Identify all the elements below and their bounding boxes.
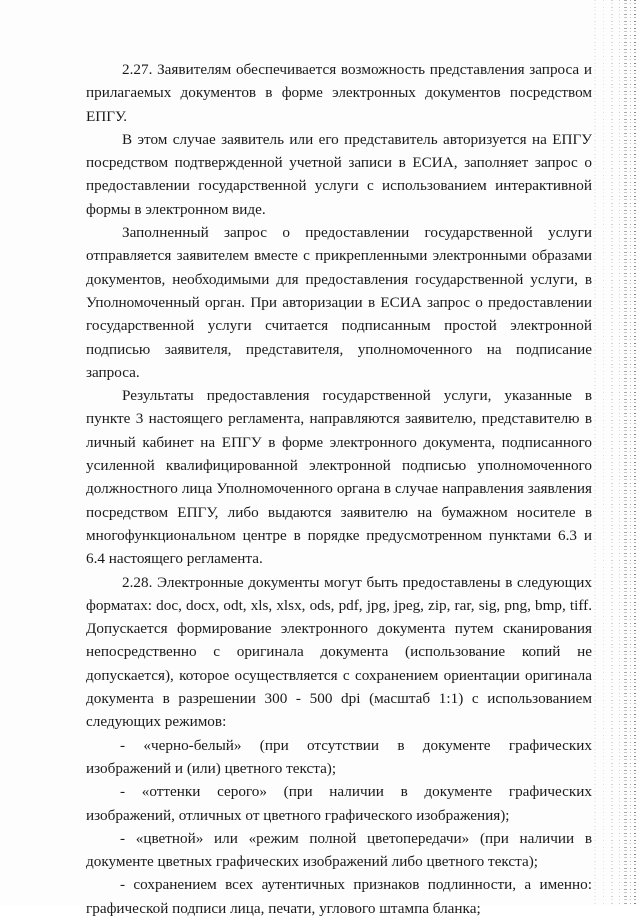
list-item-authenticity: - сохранением всех аутентичных признаков подлинности, а именно: графической подписи лица, печати, углового штампа бланка; <box>86 876 592 917</box>
paragraph-2-27: 2.27. Заявителям обеспечивается возможность представления запроса и прилагаемых документов в форме электронных документов посредством ЕПГУ. <box>86 61 592 125</box>
paragraph-2-28: 2.28. Электронные документы могут быть предоставлены в следующих форматах: doc, docx, odt, xls, xlsx, ods, pdf, jpg, jpeg, zip, rar, sig, png, bmp, tiff. Допускается формирование электронного документа путем сканирования непосредственно с оригинала документа (использование копий не допускается), которое осуществляется с сохранением ориентации оригинала документа в разрешении 300 - 500 dpi (масштаб 1:1) с использованием следующих режимов: <box>86 573 592 731</box>
paragraph-request-submission: Заполненный запрос о предоставлении государственной услуги отправляется заявителем вместе с прикрепленными электронными образами документов, необходимыми для предоставления государственной услуги, в Уполномоченный орган. При авторизации в ЕСИА запрос о предоставлении государственной услуги считается подписанным простой электронной подписью заявителя, представителя, уполномоченного на подписание запроса. <box>86 224 592 381</box>
list-item-grayscale: - «оттенки серого» (при наличии в документе графических изображений, отличных от цветного графического изображения); <box>86 783 592 824</box>
paragraph-results-delivery: Результаты предоставления государственной услуги, указанные в пункте 3 настоящего регламента, направляются заявителю, представителю в личный кабинет на ЕПГУ в форме электронного документа, подписанного усиленной квалифицированной электронной подписью уполномоченного должностного лица Уполномоченного органа в случае направления заявления посредством ЕПГУ, либо выдаются заявителю на бумажном носителе в многофункциональном центре в порядке предусмотренном пунктами 6.3 и 6.4 настоящего регламента. <box>86 387 592 568</box>
paragraph-epgu-authorization: В этом случае заявитель или его представитель авторизуется на ЕПГУ посредством подтвержденной учетной записи в ЕСИА, заполняет запрос о предоставлении государственной услуги с использованием интерактивной формы в электронном виде. <box>86 130 592 218</box>
list-item-black-white: - «черно-белый» (при отсутствии в документе графических изображений и (или) цветного текста); <box>86 736 592 777</box>
document-body <box>86 58 592 920</box>
list-item-color: - «цветной» или «режим полной цветопередачи» (при наличии в документе цветных графических изображений либо цветного текста); <box>86 829 592 871</box>
